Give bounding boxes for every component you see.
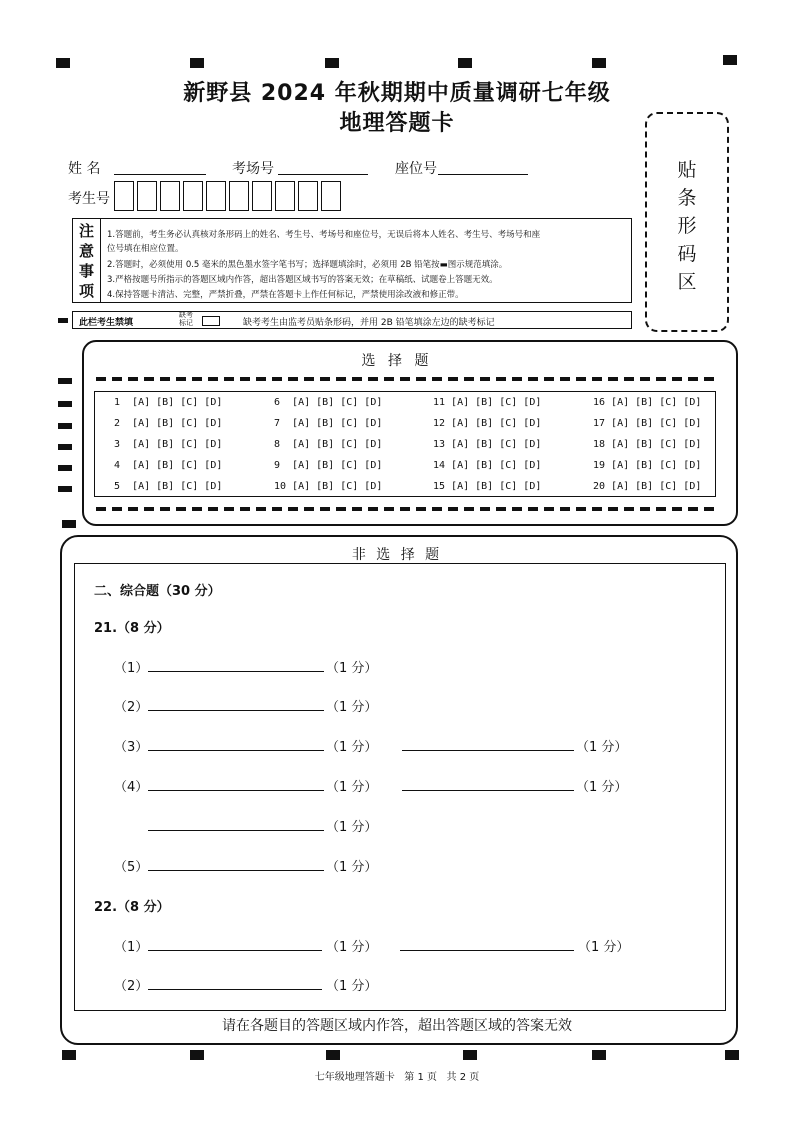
alignment-mark xyxy=(463,1050,477,1060)
answer-label: （2） xyxy=(114,700,149,715)
alignment-mark xyxy=(58,465,72,471)
absence-text: 缺考考生由监考员贴条形码，并用 2B 铅笔填涂左边的缺考标记 xyxy=(243,318,495,328)
points-label: （1 分） xyxy=(326,661,378,676)
notice-line: 2.答题时，必须使用 0.5 毫米的黑色墨水签字笔书写；选择题填涂时，必须用 2B 铅笔按▬图示规范填涂。 xyxy=(107,260,508,270)
choice-question[interactable]: 19 [A] [B] [C] [D] xyxy=(593,460,702,471)
choice-question[interactable]: 4 [A] [B] [C] [D] xyxy=(114,460,223,471)
points-label: （1 分） xyxy=(326,860,378,875)
answer-line[interactable] xyxy=(148,870,324,871)
alignment-mark xyxy=(592,58,606,68)
alignment-mark xyxy=(62,520,76,528)
choice-question[interactable]: 3 [A] [B] [C] [D] xyxy=(114,439,223,450)
room-field[interactable] xyxy=(278,174,368,175)
timing-track xyxy=(96,377,718,381)
page-subtitle: 地理答题卡 xyxy=(339,111,455,136)
id-digit-box[interactable] xyxy=(298,181,318,211)
answer-label: （2） xyxy=(114,979,149,994)
timing-track xyxy=(96,507,718,511)
answer-line[interactable] xyxy=(402,750,574,751)
id-digit-box[interactable] xyxy=(321,181,341,211)
answer-line[interactable] xyxy=(148,750,324,751)
choice-title: 选 择 题 xyxy=(361,353,433,369)
points-label: （1 分） xyxy=(578,940,630,955)
question-22-heading: 22.（8 分） xyxy=(94,900,170,915)
choice-question[interactable]: 2 [A] [B] [C] [D] xyxy=(114,418,223,429)
id-label: 考生号 xyxy=(68,191,110,207)
points-label: （1 分） xyxy=(576,740,628,755)
answer-label: （1） xyxy=(114,661,149,676)
id-digit-box[interactable] xyxy=(206,181,226,211)
answer-label: （1） xyxy=(114,940,149,955)
points-label: （1 分） xyxy=(326,979,378,994)
alignment-mark xyxy=(190,1050,204,1060)
choice-question[interactable]: 10 [A] [B] [C] [D] xyxy=(274,481,383,492)
alignment-mark xyxy=(58,318,68,323)
answer-line[interactable] xyxy=(148,830,324,831)
alignment-mark xyxy=(58,423,72,429)
points-label: （1 分） xyxy=(326,740,378,755)
alignment-mark xyxy=(725,1050,739,1060)
choice-question[interactable]: 5 [A] [B] [C] [D] xyxy=(114,481,223,492)
choice-question[interactable]: 9 [A] [B] [C] [D] xyxy=(274,460,383,471)
alignment-mark xyxy=(592,1050,606,1060)
answer-label: （4） xyxy=(114,780,149,795)
answer-line[interactable] xyxy=(148,710,324,711)
alignment-mark xyxy=(325,58,339,68)
alignment-mark xyxy=(58,401,72,407)
choice-question[interactable]: 13 [A] [B] [C] [D] xyxy=(433,439,542,450)
id-digit-box[interactable] xyxy=(275,181,295,211)
points-label: （1 分） xyxy=(326,820,378,835)
notice-line: 4.保持答题卡清洁、完整，严禁折叠，严禁在答题卡上作任何标记，严禁使用涂改液和修正带。 xyxy=(107,290,464,300)
seat-label: 座位号 xyxy=(395,161,437,177)
answer-line[interactable] xyxy=(148,790,324,791)
id-digit-box[interactable] xyxy=(137,181,157,211)
points-label: （1 分） xyxy=(326,940,378,955)
choice-question[interactable]: 7 [A] [B] [C] [D] xyxy=(274,418,383,429)
name-field[interactable] xyxy=(114,174,206,175)
alignment-mark xyxy=(190,58,204,68)
alignment-mark xyxy=(458,58,472,68)
barcode-area: 贴 条 形 码 区 xyxy=(645,112,729,332)
alignment-mark xyxy=(326,1050,340,1060)
points-label: （1 分） xyxy=(326,700,378,715)
id-digit-box[interactable] xyxy=(160,181,180,211)
answer-line[interactable] xyxy=(400,950,574,951)
answer-warning: 请在各题目的答题区域内作答，超出答题区域的答案无效 xyxy=(222,1018,572,1034)
choice-question[interactable]: 18 [A] [B] [C] [D] xyxy=(593,439,702,450)
choice-question[interactable]: 16 [A] [B] [C] [D] xyxy=(593,397,702,408)
id-digit-box[interactable] xyxy=(183,181,203,211)
absence-left-label: 此栏考生禁填 xyxy=(79,318,134,328)
notice-line: 3.严格按题号所指示的答题区域内作答，超出答题区域书写的答案无效；在草稿纸、试题卷上答题无效。 xyxy=(107,275,498,285)
alignment-mark xyxy=(58,378,72,384)
answer-line[interactable] xyxy=(402,790,574,791)
choice-question[interactable]: 17 [A] [B] [C] [D] xyxy=(593,418,702,429)
alignment-mark xyxy=(723,55,737,65)
alignment-mark xyxy=(56,58,70,68)
points-label: （1 分） xyxy=(576,780,628,795)
page-title: 新野县 2024 年秋期期中质量调研七年级 xyxy=(183,81,611,106)
choice-question[interactable]: 20 [A] [B] [C] [D] xyxy=(593,481,702,492)
absence-mark-label: 缺考标记 xyxy=(179,311,193,327)
choice-question[interactable]: 11 [A] [B] [C] [D] xyxy=(433,397,542,408)
answer-label: （3） xyxy=(114,740,149,755)
page-footer: 七年级地理答题卡 第 1 页 共 2 页 xyxy=(314,1072,480,1083)
answer-line[interactable] xyxy=(148,989,322,990)
notice-box xyxy=(72,218,632,303)
notice-line: 1.答题前，考生务必认真核对条形码上的姓名、考生号、考场号和座位号，无误后将本人姓名、考生号、考场号和座 xyxy=(107,230,541,240)
choice-question[interactable]: 14 [A] [B] [C] [D] xyxy=(433,460,542,471)
alignment-mark xyxy=(58,486,72,492)
name-label: 姓 名 xyxy=(68,161,101,177)
notice-heading: 注 意 事 项 xyxy=(73,219,101,302)
notice-line: 位号填在相应位置。 xyxy=(107,244,184,254)
choice-question[interactable]: 12 [A] [B] [C] [D] xyxy=(433,418,542,429)
absence-mark-box[interactable] xyxy=(202,316,220,326)
alignment-mark xyxy=(62,1050,76,1060)
choice-question[interactable]: 8 [A] [B] [C] [D] xyxy=(274,439,383,450)
room-label: 考场号 xyxy=(232,161,274,177)
id-digit-box[interactable] xyxy=(114,181,134,211)
id-digit-box[interactable] xyxy=(252,181,272,211)
choice-question[interactable]: 1 [A] [B] [C] [D] xyxy=(114,397,223,408)
points-label: （1 分） xyxy=(326,780,378,795)
answer-label: （5） xyxy=(114,860,149,875)
question-21-heading: 21.（8 分） xyxy=(94,621,170,636)
id-digit-box[interactable] xyxy=(229,181,249,211)
section-heading: 二、综合题（30 分） xyxy=(94,584,221,599)
seat-field[interactable] xyxy=(438,174,528,175)
alignment-mark xyxy=(58,444,72,450)
choice-question[interactable]: 6 [A] [B] [C] [D] xyxy=(274,397,383,408)
absence-row xyxy=(72,311,632,329)
answer-line[interactable] xyxy=(148,671,324,672)
choice-question[interactable]: 15 [A] [B] [C] [D] xyxy=(433,481,542,492)
nonchoice-title: 非 选 择 题 xyxy=(351,547,443,563)
answer-line[interactable] xyxy=(148,950,322,951)
